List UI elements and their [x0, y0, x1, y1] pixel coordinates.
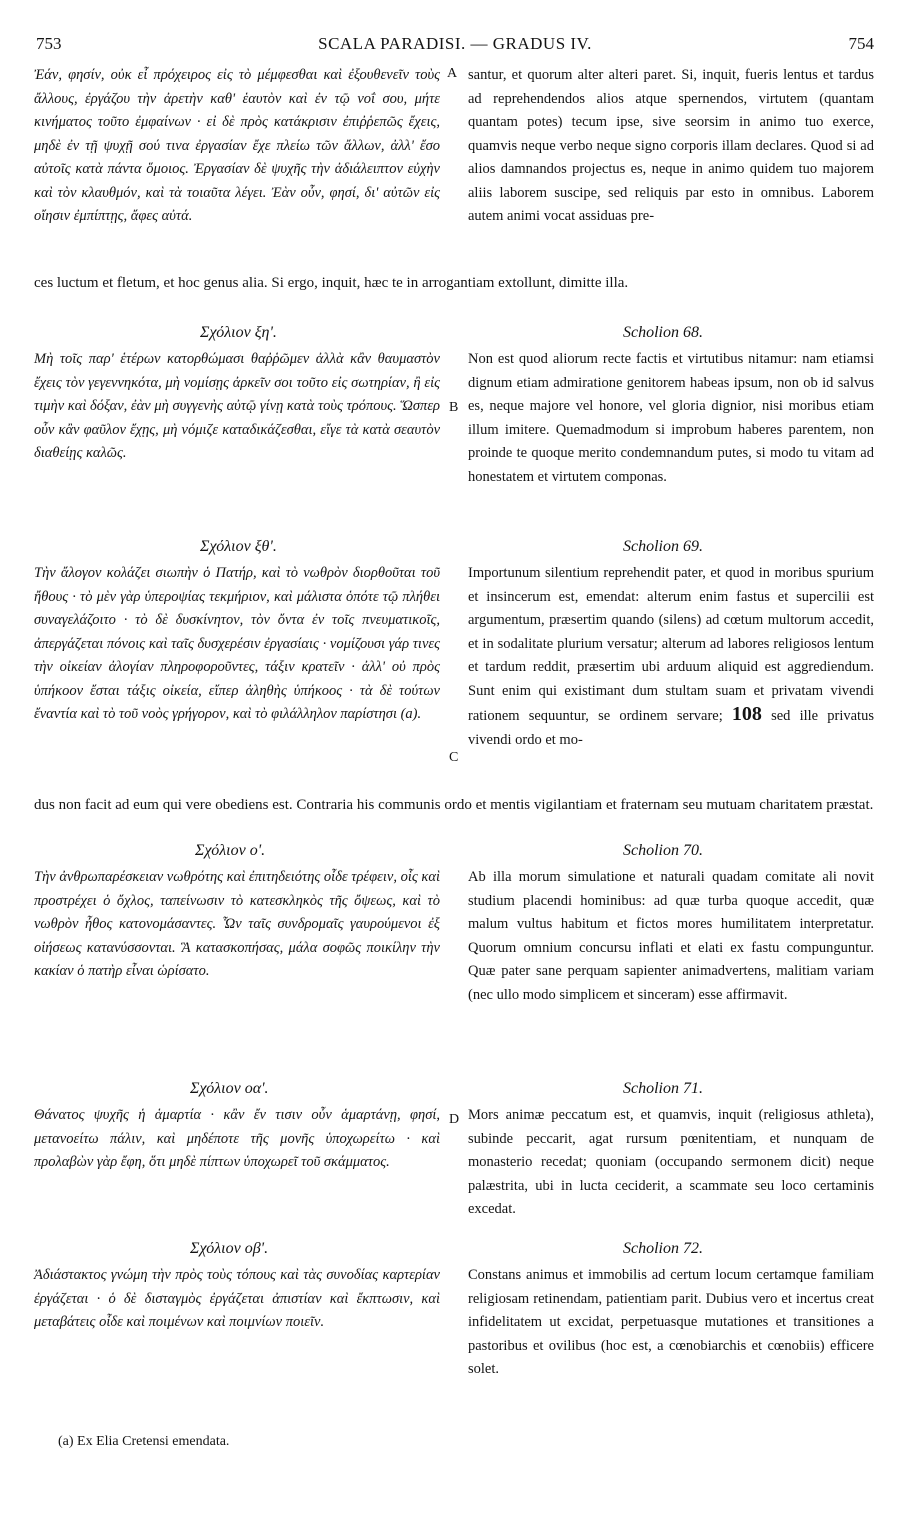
- latin-fullwidth-line-2: dus non facit ad eum qui vere obediens est. Contraria his communis ordo et mentis vigilantiam et fraternam seu mutuam charitatem præstat.: [34, 797, 874, 813]
- page-number-left: 753: [36, 34, 62, 53]
- latin-fullwidth-line-1: ces luctum et fletum, et hoc genus alia. Si ergo, inquit, hæc te in arrogantiam extollunt, dimitte illa.: [34, 275, 629, 291]
- latin-scholion-68-heading: Scholion 68.: [623, 324, 703, 341]
- latin-scholion-71-heading: Scholion 71.: [623, 1080, 703, 1097]
- running-header: [36, 34, 874, 56]
- latin-scholion-72-heading: Scholion 72.: [623, 1240, 703, 1257]
- latin-scholion-68-text: Non est quod aliorum recte factis et virtutibus nitamur: nam etiamsi dignum etiam admiratione genitorem habeas ipsum, non ob id salvus es, neque majore vel honore, vel gloria dignior, nisi moribus etiam illum imitere. Quemadmodum si improbum haberes parentem, non proinde te quoque merito condemnandum putes, si modo tu vitam ad honestatem et virtutem componas.: [468, 351, 874, 485]
- latin-scholion-70-heading: Scholion 70.: [623, 842, 703, 859]
- greek-opening-paragraph: Ἐάν, φησίν, οὐκ εἶ πρόχειρος εἰς τὸ μέμφεσθαι καὶ ἐξουθενεῖν τοὺς ἄλλους, ἐργάζου τὴν ἀρετὴν καθ' ἑαυτὸν καὶ ἐν τῷ νοΐ σου, μήτε κινήματος τοῦτο ἐμφαίνων · εἰ δὲ πρὸς κατάκρισιν ἐπιῤῥεπῶς ἔχεις, μηδὲ ἐν τῇ ψυχῇ σού τινα ἐργασίαν ἔχε πλείω τῶν ἄλλων, ἀλλ' ἔσο αὐτοῖς κατὰ πάντα ὅμοιος. Ἐργασίαν δὲ ψυχῆς τὴν ἀδιάλειπτον εὐχὴν καὶ τὸν κλαυθμόν, καὶ τὰ τοιαῦτα λέγει. Ἐὰν οὖν, φησί, δι' αὐτῶν εἰς οἴησιν ἐμπίπτῃς, ἄφες αὐτά.: [34, 67, 440, 224]
- greek-scholion-72-text: Ἀδιάστακτος γνώμη τὴν πρὸς τοὺς τόπους καὶ τὰς συνοδίας καρτερίαν ἐργάζεται · ὁ δὲ δισταγμὸς ἐργάζεται ἀπιστίαν καὶ ἔκπτωσιν, καὶ μεταβάτεις οἶδε καὶ ποιμένων καὶ ποιμνίων ποιεῖν.: [34, 1267, 440, 1330]
- greek-scholion-70-heading: Σχόλιον ο'.: [195, 842, 266, 859]
- margin-letter-a: A: [447, 66, 458, 81]
- latin-scholion-69-text-continued: sed ille privatus vivendi ordo et mo-: [468, 708, 874, 748]
- greek-scholion-71-heading: Σχόλιον οα'.: [190, 1080, 269, 1097]
- latin-scholion-72-text: Constans animus et immobilis ad certum locum certamque familiam religiosam retinendam, patientiam parit. Dubius vero et incertus creat infidelitatem ut excidat, perpetuasque mutationes et transitiones a pastoribus et ovilibus (hoc est, a cœnobiarchis et cœnobiis) efficere solet.: [468, 1267, 874, 1377]
- latin-scholion-71-text: Mors animæ peccatum est, et quamvis, inquit (religiosus athleta), subinde peccarit, agat rursum pœnitentiam, et nunquam de monasterio recedat; quoniam (occupando sermonem dicit) neque palæstrita, ubi in lucta ceciderit, a scammate seu loco certaminis excedat.: [468, 1107, 874, 1217]
- greek-scholion-69-text: Τὴν ἄλογον κολάζει σιωπὴν ὁ Πατήρ, καὶ τὸ νωθρὸν διορθοῦται τοῦ ἤθους · τὸ μὲν γὰρ ὑπεροψίας τεκμήριον, καὶ μάλιστα ὁπότε τῷ πλήθει συναγελάζοιτο · τὸ δὲ δυσκίνητον, τὸν ὄντα ἐν τοῖς πνευματικοῖς, ἀπεργάζεται πόνοις καὶ ταῖς δυσχερέσιν ἐργασίαις · νομίζουσι γάρ τινες τὴν οἰκείαν ἀλογίαν πληροφοροῦντες, τάξιν κρατεῖν · ἀλλ' οὐ πρὸς ὑπήκοον ἔσται τάξις οἰκεία, εἴπερ ἀληθὴς ὑπήκοος · τὰ δὲ τούτων ἔναντία καὶ τὸ τοῦ νοὸς γρήγορον, καὶ τὸ φιλάλληλον παρίστησι (a).: [34, 565, 440, 722]
- greek-scholion-72-heading: Σχόλιον οβ'.: [190, 1240, 269, 1257]
- footnote: (a) Ex Elia Cretensi emendata.: [58, 1434, 230, 1449]
- latin-opening-paragraph: santur, et quorum alter alteri paret. Si, inquit, fueris lentus et tardus ad reprehendendos alios atque spernendos, virtutem (quantam quantam potes) tecum ipse, sive seorsim in animo tuo exerce, quamvis neque verbo neque signo corporis illam declares. Quod si ad alios damnandos projectus es, neque in animo quidem tuo majorem aliis laborem suscipe, sed reliquis par esto in omnibus. Laborem autem animi vocat assiduas pre-: [468, 67, 874, 224]
- greek-scholion-71-text: Θάνατος ψυχῆς ἡ ἁμαρτία · κἂν ἔν τισιν οὖν ἁμαρτάνῃ, φησί, μετανοείτω πάλιν, καὶ μηδέποτε τῆς μονῆς ὑποχωρείτω · καὶ προλαβὼν γὰρ ἔφη, ὅτι μηδὲ πίπτων ὑποχωρεῖ τοῦ σκάμματος.: [34, 1107, 440, 1170]
- greek-scholion-68-text: Μὴ τοῖς παρ' ἑτέρων κατορθώμασι θαῤῥῶμεν ἀλλὰ κἂν θαυμαστὸν ἔχεις τὸν γεγεννηκότα, μὴ νομίσῃς ἀρκεῖν σοι τοῦτο εἰς σωτηρίαν, ἢ εἰς τιμὴν καὶ δόξαν, ἐὰν μὴ συγγενὴς αὐτῷ γίνῃ κατὰ τοὺς τρόπους. Ὥσπερ οὖν κἂν φαῦλον ἔχῃς, μὴ νόμιζε καταδικάζεσθαι, εἴγε τὰ κατὰ σεαυτὸν διαθείῃς καλῶς.: [34, 351, 440, 461]
- latin-scholion-69-text: [468, 562, 874, 752]
- greek-scholion-69-heading: Σχόλιον ξθ'.: [200, 538, 277, 555]
- page-number-right: 754: [848, 34, 874, 53]
- margin-letter-b: B: [449, 400, 459, 415]
- latin-scholion-69-heading: Scholion 69.: [623, 538, 703, 555]
- latin-scholion-69-text-first: Importunum silentium reprehendit pater, et quod in moribus spurium et insincerum est, emendat: alterum enim fastus et supercilii est argumentum, præsertim quando (silens) ad cœtum multorum accedit, et in sodalitate plurium versatur; alterum ad labores religiosos lentum et tardum reddit, præsertim ubi arduum aliquid est aggrediendum. Sunt enim qui existimant dum stultam suam et privatam vivendi rationem sequuntur, se ordinem servare;: [468, 565, 874, 724]
- column-number: 108: [731, 703, 762, 725]
- running-title: SCALA PARADISI. — GRADUS IV.: [318, 34, 592, 53]
- greek-scholion-70-text: Τὴν ἀνθρωπαρέσκειαν νωθρότης καὶ ἐπιτηδειότης οἶδε τρέφειν, οἷς καὶ προστρέχει ὁ ὄχλος, ταπείνωσιν τὸ κατεσκληκὸς τῆς ὄψεως, καὶ τὸ νωθρὸν ἦθος κατονομάσαντες. Ὧν ταῖς συνδρομαῖς γαυρούμενοι ἐξ οἰήσεως κατανύσσονται. Ἃ κατασκοπήσας, μάλα σοφῶς ποικίλην τὴν κακίαν ὁ πατὴρ εἶναι ὡρίσατο.: [34, 869, 440, 979]
- margin-letter-d: D: [449, 1112, 460, 1127]
- latin-scholion-70-text: Ab illa morum simulatione et naturali quadam comitate ali novit studium placendi hominibus: ad quæ turba quoque accedit, quæ malum vultus habitum et fictos mores humilitatem interpretatur. Quorum omnium concursu inflati et elati ex fastu compunguntur. Quæ pater sane perquam sapienter animadvertens, malitiam variam (nec ullo modo simplicem et sinceram) esse affirmavit.: [468, 869, 874, 1003]
- margin-letter-c: C: [449, 750, 459, 765]
- greek-scholion-68-heading: Σχόλιον ξη'.: [200, 324, 277, 341]
